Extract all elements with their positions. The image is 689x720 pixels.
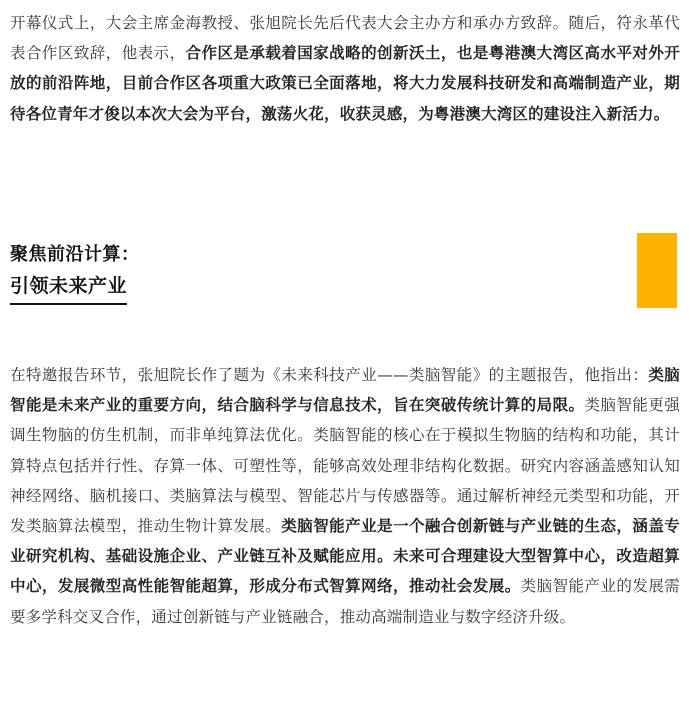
section-title: 聚焦前沿计算： — [10, 244, 140, 265]
report-emphasis-2: 类脑智能产业是一个融合创新链与产业链的生态，涵盖专业研究机构、基础设施企业、产业链互补及赋能应用。未来可合理建设大型智算中心，改造超算中心，发展微型高性能智能超算，形成分布式智算网络，推动社会发展。 — [10, 517, 680, 596]
report-lead: 在特邀报告环节，张旭院长作了题为《未来科技产业——类脑智能》的主题报告，他指出： — [10, 366, 649, 384]
report-body: 类脑智能更强调生物脑的仿生机制，而非单纯算法优化。类脑智能的核心在于模拟生物脑的结构和功能，其计算特点包括并行性、存算一体、可塑性等，能够高效处理非结构化数据。研究内容涵盖感知认知神经网络、脑机接口、类脑算法与模型、智能芯片与传感器等。通过解析神经元类型和功能，开发类脑算法模型，推动生物计算发展。 — [10, 396, 681, 536]
section-subtitle: 引领未来产业 — [10, 272, 127, 305]
accent-bar — [637, 233, 677, 308]
intro-text: 开幕仪式上，大会主席金海教授、张旭院长先后代表大会主办方和承办方致辞。随后，符永革代表合作区致辞，他表示， — [10, 14, 680, 63]
intro-paragraph — [10, 8, 680, 129]
report-emphasis-1: 类脑智能是未来产业的重要方向，结合脑科学与信息技术，旨在突破传统计算的局限。 — [10, 366, 680, 415]
intro-emphasis: 合作区是承载着国家战略的创新沃土，也是粤港澳大湾区高水平对外开放的前沿阵地，目前合作区各项重大政策已全面落地，将大力发展科技研发和高端制造产业，期待各位青年才俊以本次大会为平台，激荡火花，收获灵感，为粤港澳大湾区的建设注入新活力。 — [10, 44, 681, 123]
report-tail: 类脑智能产业的发展需要多学科交叉合作，通过创新链与产业链融合，推动高端制造业与数字经济升级。 — [10, 577, 680, 626]
report-paragraph — [10, 360, 680, 632]
